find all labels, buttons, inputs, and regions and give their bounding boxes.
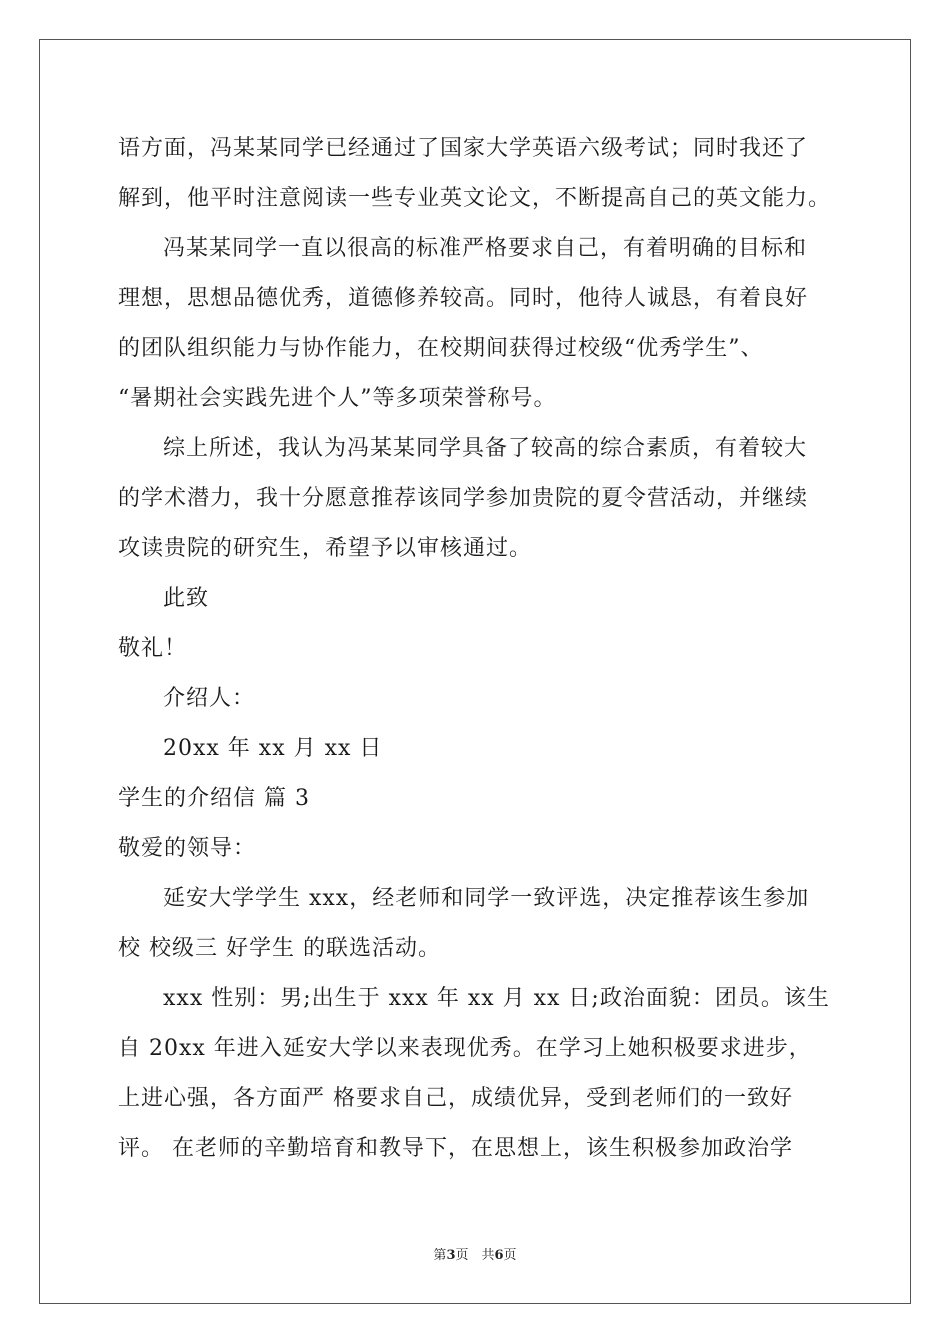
- closing-respect: 敬礼！: [118, 636, 188, 661]
- page-current-number: 3: [446, 1248, 456, 1263]
- paragraph-line: xxx 性别：男;出生于 xxx 年 xx 月 xx 日;政治面貌：团员。该生: [163, 986, 830, 1011]
- paragraph-line: 攻读贵院的研究生，希望予以审核通过。: [118, 536, 533, 561]
- paragraph-line: 理想，思想品德优秀，道德修养较高。同时，他待人诚恳，有着良好: [118, 286, 809, 311]
- paragraph-line: 解到，他平时注意阅读一些专业英文论文，不断提高自己的英文能力。: [118, 186, 832, 211]
- paragraph-line: 语方面，冯某某同学已经通过了国家大学英语六级考试；同时我还了: [118, 136, 809, 161]
- paragraph-line: 的团队组织能力与协作能力，在校期间获得过校级“优秀学生”、: [118, 336, 764, 361]
- paragraph-line: 评。 在老师的辛勤培育和教导下，在思想上，该生积极参加政治学: [118, 1136, 793, 1161]
- greeting: 敬爱的领导：: [118, 836, 257, 861]
- page-footer: [0, 1248, 950, 1264]
- paragraph-line: 校 校级三 好学生 的联选活动。: [118, 936, 441, 961]
- section-heading: 学生的介绍信 篇 3: [118, 786, 310, 811]
- paragraph-line: 自 20xx 年进入延安大学以来表现优秀。在学习上她积极要求进步，: [118, 1036, 812, 1061]
- paragraph-line: 上进心强，各方面严 格要求自己，成绩优异，受到老师们的一致好: [118, 1086, 793, 1111]
- page-suffix: 页: [503, 1248, 517, 1263]
- signer-label: 介绍人：: [163, 686, 256, 711]
- page-frame: [39, 39, 911, 1304]
- paragraph-line: 延安大学学生 xxx，经老师和同学一致评选，决定推荐该生参加: [163, 886, 810, 911]
- signature-date: 20xx 年 xx 月 xx 日: [163, 736, 383, 761]
- page-prefix: 第: [433, 1248, 447, 1263]
- paragraph-line: 综上所述，我认为冯某某同学具备了较高的综合素质，有着较大: [163, 436, 808, 461]
- paragraph-line: 冯某某同学一直以很高的标准严格要求自己，有着明确的目标和: [163, 236, 808, 261]
- page-total-number: 6: [494, 1248, 504, 1263]
- page-mid: 页 共: [455, 1248, 495, 1263]
- paragraph-line: “暑期社会实践先进个人”等多项荣誉称号。: [118, 386, 557, 411]
- paragraph-line: 的学术潜力，我十分愿意推荐该同学参加贵院的夏令营活动，并继续: [118, 486, 809, 511]
- closing-salutation: 此致: [163, 586, 210, 611]
